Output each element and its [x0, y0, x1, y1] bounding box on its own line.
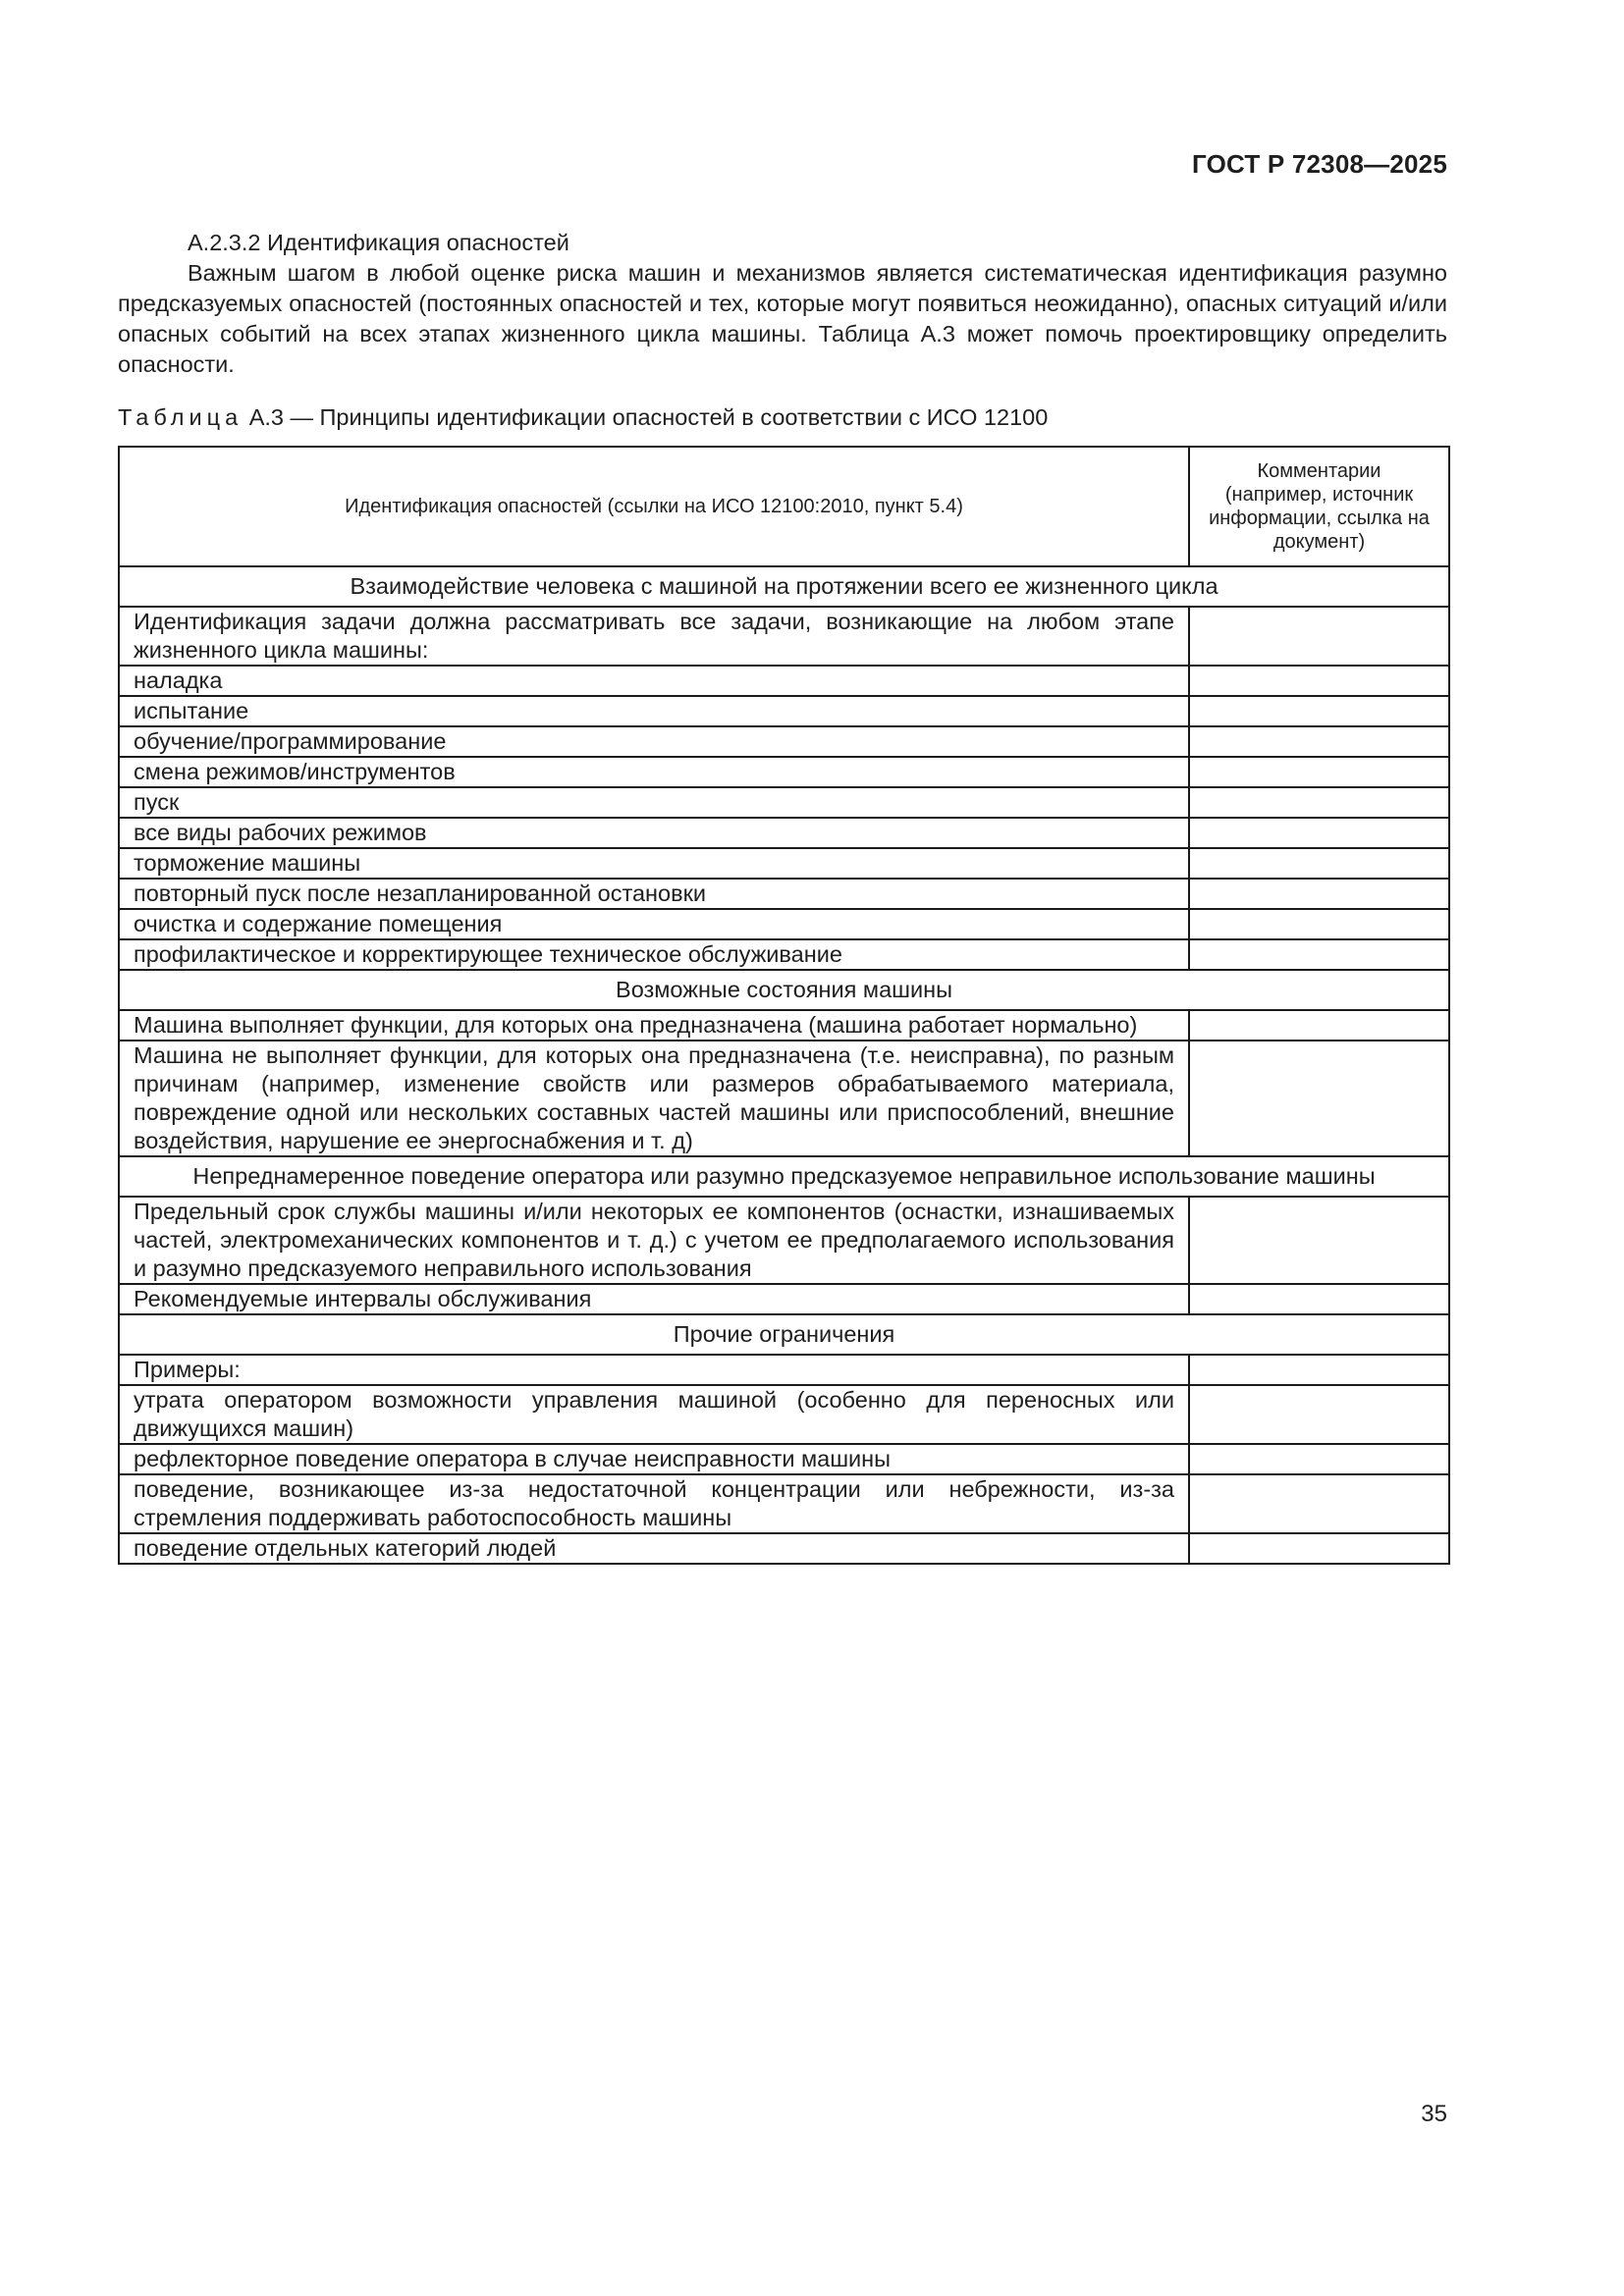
table-caption-text: А.3 — Принципы идентификации опасностей в соответствии с ИСО 12100 — [248, 404, 1049, 430]
table-subheader-cell: Возможные состояния машины — [119, 970, 1449, 1010]
table-row — [119, 1444, 1449, 1474]
table-row — [119, 666, 1449, 696]
table-cell-identification: обучение/программирование — [119, 726, 1189, 757]
table-cell-identification: поведение, возникающее из-за недостаточной концентрации или небрежности, из-за стремления поддерживать работоспособность машины — [119, 1474, 1189, 1533]
table-row — [119, 1010, 1449, 1041]
table-cell-identification: повторный пуск после незапланированной остановки — [119, 879, 1189, 909]
table-row — [119, 1355, 1449, 1385]
table-cell-identification: смена режимов/инструментов — [119, 757, 1189, 787]
table-row — [119, 1041, 1449, 1156]
table-cell-comment — [1189, 909, 1449, 939]
table-subheader-row — [119, 970, 1449, 1010]
table-cell-identification: поведение отдельных категорий людей — [119, 1533, 1189, 1564]
section-heading: А.2.3.2 Идентификация опасностей — [188, 230, 569, 255]
table-row — [119, 726, 1449, 757]
table-cell-comment — [1189, 879, 1449, 909]
table-cell-comment — [1189, 1385, 1449, 1444]
table-cell-identification: пуск — [119, 787, 1189, 818]
table-subheader-row — [119, 1314, 1449, 1355]
table-cell-identification: испытание — [119, 696, 1189, 726]
table-subheader-cell: Непреднамеренное поведение оператора или разумно предсказуемое неправильное использование машины — [119, 1156, 1449, 1197]
table-row — [119, 818, 1449, 848]
table-cell-comment — [1189, 787, 1449, 818]
table-cell-comment — [1189, 848, 1449, 879]
page-number: 35 — [1421, 2101, 1447, 2127]
table-row — [119, 787, 1449, 818]
table-cell-identification: Машина не выполняет функции, для которых она предназначена (т.е. неисправна), по разным причинам (например, изменение свойств или размеров обрабатываемого материала, повреждение одной или нескольких составных частей машины или приспособлений, внешние воздействия, нарушение ее энергоснабжения и т. д) — [119, 1041, 1189, 1156]
table-row — [119, 939, 1449, 970]
table-row — [119, 1385, 1449, 1444]
table-cell-identification: рефлекторное поведение оператора в случае неисправности машины — [119, 1444, 1189, 1474]
table-row — [119, 607, 1449, 666]
table-cell-comment — [1189, 757, 1449, 787]
table-header-identification: Идентификация опасностей (ссылки на ИСО 12100:2010, пункт 5.4) — [119, 447, 1189, 566]
table-row — [119, 879, 1449, 909]
table-cell-comment — [1189, 696, 1449, 726]
table-row — [119, 1533, 1449, 1564]
table-cell-identification: Предельный срок службы машины и/или некоторых ее компонентов (оснастки, изнашиваемых частей, электромеханических компонентов и т. д.) с учетом ее предполагаемого использования и разумно предсказуемого неправильного использования — [119, 1197, 1189, 1284]
table-row — [119, 1474, 1449, 1533]
table-subheader-cell: Прочие ограничения — [119, 1314, 1449, 1355]
table-cell-identification: наладка — [119, 666, 1189, 696]
table-cell-comment — [1189, 1533, 1449, 1564]
table-cell-identification: Рекомендуемые интервалы обслуживания — [119, 1284, 1189, 1314]
section-body — [118, 228, 1447, 380]
table-body — [119, 566, 1449, 1564]
table-cell-identification: Машина выполняет функции, для которых она предназначена (машина работает нормально) — [119, 1010, 1189, 1041]
table-cell-comment — [1189, 1041, 1449, 1156]
table-cell-comment — [1189, 1010, 1449, 1041]
table-row — [119, 1197, 1449, 1284]
table-cell-identification: Идентификация задачи должна рассматривать все задачи, возникающие на любом этапе жизненного цикла машины: — [119, 607, 1189, 666]
table-cell-comment — [1189, 1355, 1449, 1385]
table-cell-identification: профилактическое и корректирующее техническое обслуживание — [119, 939, 1189, 970]
table-cell-comment — [1189, 939, 1449, 970]
table-subheader-cell: Взаимодействие человека с машиной на протяжении всего ее жизненного цикла — [119, 566, 1449, 607]
table-caption-label: Таблица — [118, 404, 244, 430]
table-row — [119, 696, 1449, 726]
hazard-identification-table — [118, 446, 1450, 1565]
table-cell-identification: очистка и содержание помещения — [119, 909, 1189, 939]
table-cell-identification: утрата оператором возможности управления машиной (особенно для переносных или движущихся машин) — [119, 1385, 1189, 1444]
table-subheader-row — [119, 1156, 1449, 1197]
table-cell-comment — [1189, 607, 1449, 666]
table-subheader-row — [119, 566, 1449, 607]
table-row — [119, 909, 1449, 939]
table-row — [119, 757, 1449, 787]
table-cell-identification: Примеры: — [119, 1355, 1189, 1385]
table-cell-comment — [1189, 1474, 1449, 1533]
table-cell-comment — [1189, 1444, 1449, 1474]
table-cell-identification: все виды рабочих режимов — [119, 818, 1189, 848]
table-cell-comment — [1189, 666, 1449, 696]
table-header-comments: Комментарии (например, источник информации, ссылка на документ) — [1189, 447, 1449, 566]
table-caption — [118, 404, 1447, 431]
table-cell-comment — [1189, 818, 1449, 848]
table-cell-comment — [1189, 1284, 1449, 1314]
table-cell-identification: торможение машины — [119, 848, 1189, 879]
table-row — [119, 1284, 1449, 1314]
table-cell-comment — [1189, 1197, 1449, 1284]
section-paragraph: Важным шагом в любой оценке риска машин и механизмов является систематическая идентификация разумно предсказуемых опасностей (постоянных опасностей и тех, которые могут появиться неожиданно), опасных ситуаций и/или опасных событий на всех этапах жизненного цикла машины. Таблица А.3 может помочь проектировщику определить опасности. — [118, 260, 1447, 377]
table-cell-comment — [1189, 726, 1449, 757]
table-row — [119, 848, 1449, 879]
document-code: ГОСТ Р 72308—2025 — [1192, 149, 1447, 179]
